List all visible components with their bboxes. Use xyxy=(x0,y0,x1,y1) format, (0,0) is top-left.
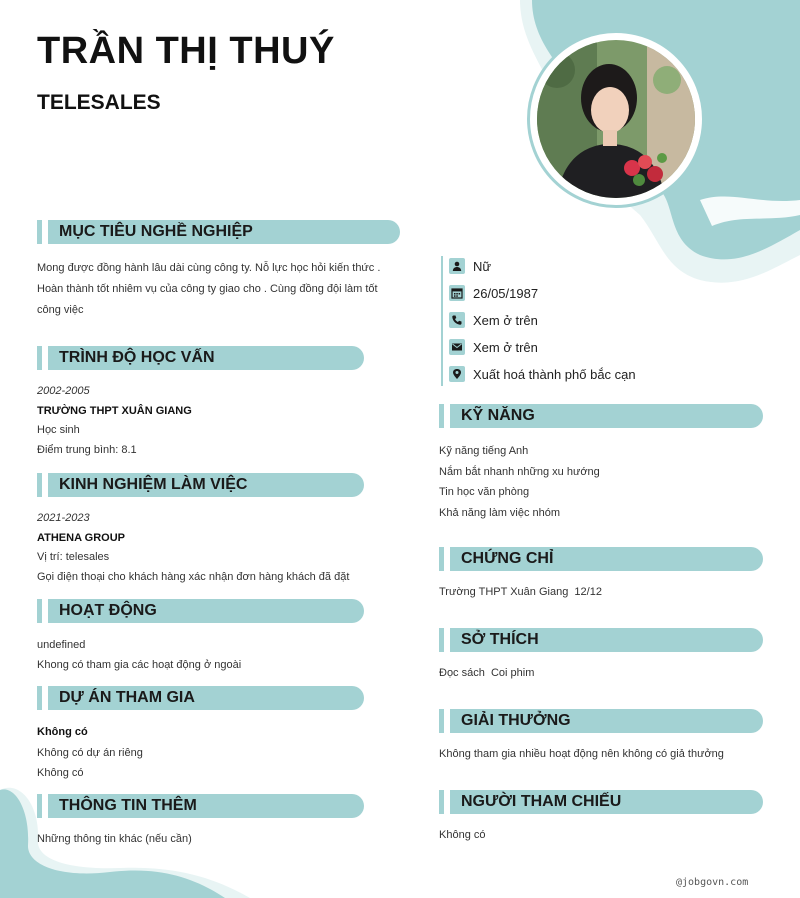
calendar-icon xyxy=(449,285,465,301)
education-period: 2002-2005 xyxy=(37,385,90,397)
experience-description: Gọi điện thoại cho khách hàng xác nhận đơn hàng khách đã đặt xyxy=(37,570,350,583)
personal-info-email xyxy=(449,338,538,356)
activities-entry xyxy=(37,635,241,675)
section-additional-header xyxy=(37,794,364,818)
personal-info-phone xyxy=(449,311,538,329)
section-references-header xyxy=(439,790,763,814)
email-value: Xem ở trên xyxy=(473,339,538,355)
experience-position: Vị trí: telesales xyxy=(37,551,110,563)
section-title: THÔNG TIN THÊM xyxy=(48,794,364,818)
objective-line: công việc xyxy=(37,304,84,316)
section-education-header xyxy=(37,346,364,370)
project-name: Không có xyxy=(37,726,88,738)
section-projects-header xyxy=(37,686,364,710)
skill-item: Nắm bắt nhanh những xu hướng xyxy=(439,465,600,478)
candidate-name: TRẦN THỊ THUÝ xyxy=(37,30,335,72)
projects-entry xyxy=(37,722,143,784)
project-line: Không có xyxy=(37,767,84,779)
skill-item: Kỹ năng tiếng Anh xyxy=(439,445,529,457)
project-line: Không có dự án riêng xyxy=(37,746,143,759)
section-activities-header xyxy=(37,599,364,623)
section-title: NGƯỜI THAM CHIẾU xyxy=(450,790,763,814)
education-school: TRƯỜNG THPT XUÂN GIANG xyxy=(37,404,192,417)
birthday-value: 26/05/1987 xyxy=(473,285,539,301)
section-hobbies-header xyxy=(439,628,763,652)
user-icon xyxy=(449,258,465,274)
watermark: @jobgovn.com xyxy=(676,877,749,888)
section-skills-header xyxy=(439,404,763,428)
personal-info-gender xyxy=(449,257,491,275)
objective-line: Hoàn thành tốt nhiêm vụ của công ty giao cho . Cùng đồng đội làm tốt xyxy=(37,283,378,295)
gender-value: Nữ xyxy=(473,258,492,274)
location-icon xyxy=(449,366,465,382)
experience-entry xyxy=(37,509,349,587)
section-title: KINH NGHIỆM LÀM VIỆC xyxy=(48,473,364,497)
certificates-text: Trường THPT Xuân Giang 12/12 xyxy=(439,586,602,598)
experience-period: 2021-2023 xyxy=(37,512,90,524)
section-title: KỸ NĂNG xyxy=(450,404,763,428)
objective-line: Mong được đồng hành lâu dài cùng công ty. Nỗ lực học hỏi kiến thức . xyxy=(37,262,381,274)
education-gpa: Điểm trung bình: 8.1 xyxy=(37,443,137,456)
objective-text xyxy=(37,258,380,321)
avatar xyxy=(537,40,695,198)
section-title: MỤC TIÊU NGHỀ NGHIỆP xyxy=(48,220,400,244)
skills-list xyxy=(439,441,600,524)
avatar-frame xyxy=(527,30,705,208)
skill-item: Tin học văn phòng xyxy=(439,486,530,499)
section-objective-header xyxy=(37,220,400,244)
section-awards-header xyxy=(439,709,763,733)
education-entry xyxy=(37,382,192,460)
phone-value: Xem ở trên xyxy=(473,312,538,328)
additional-text: Những thông tin khác (nếu cần) xyxy=(37,833,192,845)
section-title: DỰ ÁN THAM GIA xyxy=(48,686,364,710)
section-experience-header xyxy=(37,473,364,497)
hobbies-text: Đọc sách Coi phim xyxy=(439,667,535,679)
education-major: Học sinh xyxy=(37,424,80,436)
personal-info-birthday xyxy=(449,284,538,302)
activities-line: undefined xyxy=(37,639,86,651)
awards-text: Không tham gia nhiều hoạt động nên không có giả thưởng xyxy=(439,748,724,760)
section-title: CHỨNG CHỈ xyxy=(450,547,763,571)
section-title: TRÌNH ĐỘ HỌC VẤN xyxy=(48,346,364,370)
skill-item: Khả năng làm việc nhóm xyxy=(439,507,561,520)
references-text: Không có xyxy=(439,829,486,841)
phone-icon xyxy=(449,312,465,328)
section-certificates-header xyxy=(439,547,763,571)
section-title: GIẢI THƯỞNG xyxy=(450,709,763,733)
section-title: HOẠT ĐỘNG xyxy=(48,599,364,623)
job-title: TELESALES xyxy=(37,91,161,114)
personal-info-address xyxy=(449,365,636,383)
mail-icon xyxy=(449,339,465,355)
section-title: SỞ THÍCH xyxy=(450,628,763,652)
address-value: Xuất hoá thành phố bắc cạn xyxy=(473,366,636,382)
activities-line: Khong có tham gia các hoạt động ở ngoài xyxy=(37,659,242,671)
personal-info-divider xyxy=(441,256,443,386)
experience-company: ATHENA GROUP xyxy=(37,531,125,544)
